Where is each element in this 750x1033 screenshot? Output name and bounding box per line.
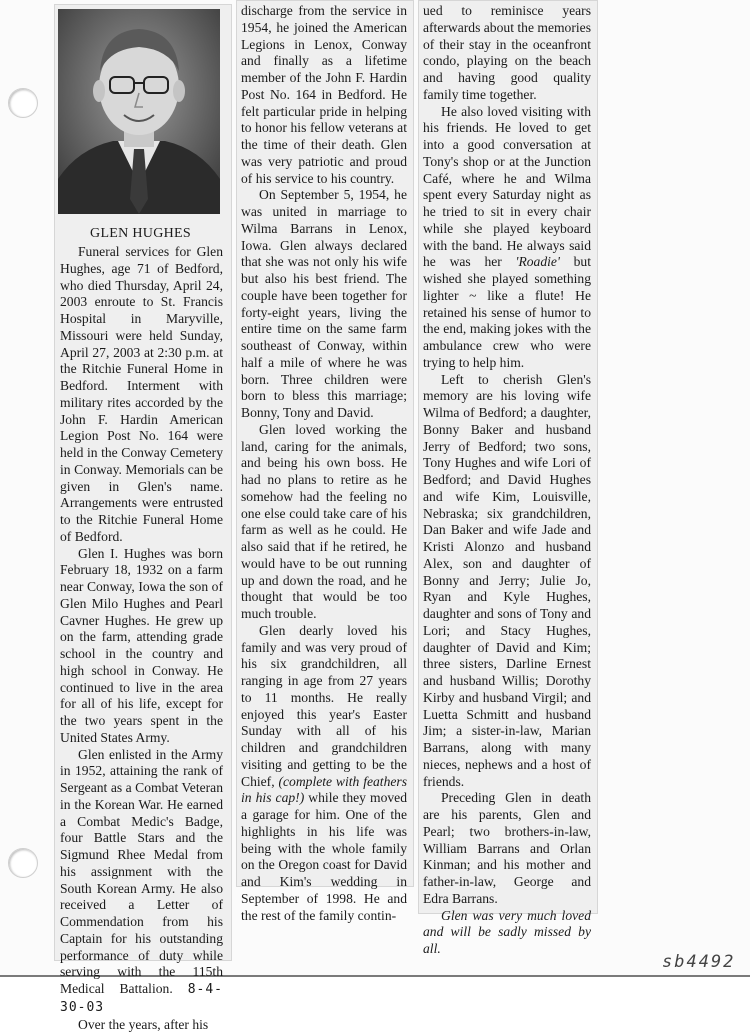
paragraph-farm: Glen loved working the land, caring for the animals, and being his own boss. He had no plans to retire as he somehow had the feeling no one else could take care of his farm as well as he could. He also said that if he retired, he would have to be out running up and down the road, and he thought that would be too much trouble. — [241, 421, 407, 621]
family-text-start: Glen dearly loved his family and was very proud of his six grandchildren, all ranging in age from 27 years to 11 months. He really enjoyed this year's Easter Sunday with all of his children and grandchildren visiting and getting to be the Chief, — [241, 622, 407, 789]
paragraph-family — [241, 623, 407, 925]
paragraph-reminisce: ued to reminisce years afterwards about the memories of their stay in the oceanfront condo, playing on the beach and having good quality family time together. — [423, 3, 591, 102]
paragraph-marriage: On September 5, 1954, he was united in marriage to Wilma Barrans in Lenox, Iowa. Glen always declared that she was not only his wife but also his best friend. The couple have been together for forty-eight years, living the entire time on the same farm southeast of Conway, within half a mile of where he was born. Three children were born to bless this marriage; Bonny, Tony and David. — [241, 187, 407, 420]
portrait-illustration — [58, 9, 220, 214]
paragraph-legion: discharge from the service in 1954, he joined the American Legions in Lenox, Conway and finally as a lifetime member of the John F. Hardin Post No. 164 in Bedford. He felt particular pride in helping to honor his fellow veterans at the time of their death. Glen was very patriotic and proud of his service to his country. — [241, 3, 407, 186]
binder-hole-bottom — [8, 848, 38, 878]
reference-number: sb4492 — [662, 952, 736, 972]
column-1-text — [60, 244, 223, 1033]
column-3-text — [423, 3, 591, 958]
paragraph-funeral-services: Funeral services for Glen Hughes, age 71 of Bedford, who died Thursday, April 24, 2003 enroute to St. Francis Hospital in Maryville, Missouri were held Sunday, April 27, 2003 at 2:30 p.m. at the Ritchie Funeral Home in Bedford. Interment with military rites accorded by the John F. Hardin American Legion Post No. 164 were held in the Conway Cemetery in Conway. Memorials can be given in Glen's name. Arrangements were entrusted to the Ritchie Funeral Home of Bedford. — [60, 244, 223, 544]
paragraph-preceded: Preceding Glen in death are his parents, Glen and Pearl; two brothers-in-law, William Barrans and Orlan Kinman; and his mother and father-in-law, George and Edra Barrans. — [423, 790, 591, 906]
portrait-photo — [58, 9, 220, 214]
photo-caption: GLEN HUGHES — [90, 226, 191, 241]
handwritten-date: 8-4-30-03 — [60, 982, 223, 1015]
paragraph-over-the-years: Over the years, after his — [78, 1016, 209, 1032]
friends-text-italic: 'Roadie' — [515, 254, 560, 270]
paragraph-closing: Glen was very much loved and will be sadly missed by all. — [423, 907, 591, 956]
paragraph-friends — [423, 104, 591, 372]
binder-hole-top — [8, 88, 38, 118]
paragraph-survivors: Left to cherish Glen's memory are his loving wife Wilma of Bedford; a daughter, Bonny Baker and husband Jerry of Bedford; two sons, Tony Hughes and wife Lori of Bedford; and David Hughes and wife Kim, Louisville, Nebraska; six grandchildren, Dan Baker and wife Jade and Kristi Alonzo and husband Alex, son and daughter of Bonny and Jerry; Julie Jo, Ryan and Kyle Hughes, daughter and sons of Tony and Lori; and Stacy Hughes, daughter of David and Kim; three sisters, Darline Ernest and husband Willis; Dorothy Kirby and husband Virgil; and Luetta Schmitt and husband Jim; a sister-in-law, Marian Barrans, along with many nieces, nephews and a host of friends. — [423, 371, 591, 789]
paragraph-birth: Glen I. Hughes was born February 18, 1932 on a farm near Conway, Iowa the son of Glen Milo Hughes and Pearl Cavner Hughes. He grew up on the farm, attending grade school in the country and high school in Conway. He continued to live in the area for all of his life, except for the two years spent in the United States Army. — [60, 545, 223, 745]
paragraph-army — [60, 747, 223, 1017]
family-text-end: while they moved a garage for him. One of the highlights in his life was being with the whole family on the Oregon coast for David and Kim's wedding in September of 1998. He and the rest of the family contin- — [241, 790, 408, 923]
family-text-italic: (complete with feathers in his cap!) — [241, 773, 407, 806]
column-2-text — [241, 3, 407, 924]
friends-text-start: He also loved visiting with his friends. He loved to get into a good conversation at Tony's shop or at the Junction Café, where he and Wilma spent every Saturday night as he tried to sit in every chair while she played keyboard with the band. He always said he was her — [423, 103, 591, 270]
army-text: Glen enlisted in the Army in 1952, attaining the rank of Sergeant as a Combat Veteran in the Korean War. He earned a Combat Medic's Badge, four Battle Stars and the Sigmund Rhee Medal from his assignment with the South Korean Army. He also received a Letter of Commendation from his Captain for his outstanding performance of duty while serving with the 115th Medical Battalion. — [60, 746, 223, 996]
friends-text-end: but wished she played something lighter ~ like a flute! He retained his sense of humor to the end, making jokes with the ambulance crew who were trying to help him. — [423, 254, 591, 370]
